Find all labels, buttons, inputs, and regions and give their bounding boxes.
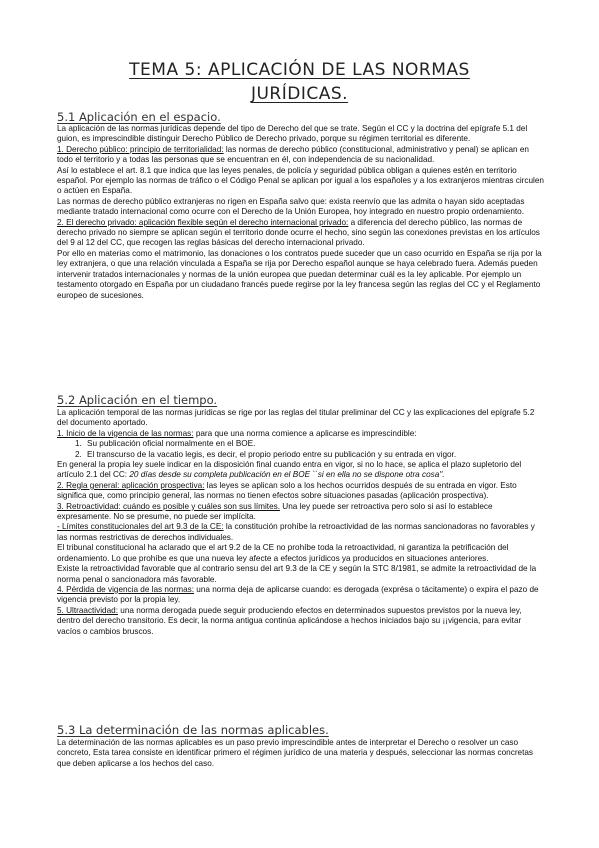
paragraph-text: una norma derogada puede seguir produciendo efectos en determinados supuestos previstos por la nueva ley, dentro del derecho transitorio. Es decir, la norma antigua continúa aplicándose a hechos iniciados bajo su ¡¡vigencia, para evitar vacíos o cambios bruscos.: [57, 605, 522, 636]
section-heading-5-2: 5.2 Aplicación en el tiempo.: [57, 393, 218, 407]
paragraph: La aplicación de las normas jurídicas depende del tipo de Derecho del que se trate. Según el CC y la doctrina del epígrafe 5.1 del guion, es imprescindible distinguir Derecho Público de Derecho privado, porque su régimen territorial es diferente.: [57, 124, 528, 144]
document-title-line2: JURÍDICAS.: [250, 84, 349, 104]
subheading: 2. El derecho privado: aplicación flexible según el derecho internacional privado:: [57, 217, 349, 227]
document-title: TEMA 5: APLICACIÓN DE LAS NORMAS: [129, 60, 470, 80]
list-item: [57, 450, 545, 460]
paragraph-text: una norma deja de aplicarse cuando: es derogada (exprésa o tácitamente) o expira el pazo de vigencia previsto por la propia ley.: [57, 584, 539, 605]
paragraph: El tribunal constitucional ha aclarado que el art 9.2 de la CE no prohíbe toda la retroactividad, ni garantiza la petrificación del ordenamiento. Lo que prohíbe es que una nueva ley afecte a efectos jurídicos ya producidos en situaciones anteriores.: [57, 543, 509, 563]
paragraph: [57, 522, 545, 543]
paragraph: Por ello en materias como el matrimonio, las donaciones o los contratos puede suceder que un caso ocurrido en España se rija por la ley extranjera, o que una relación vinculada a España se rija por Derecho español aunque se haya celebrado fuera. Además pueden intervenir tratados internacionales y normas de la unión europea que puedan determinar cuál es la ley aplicable. Por ejemplo un testamento otorgado en España por un ciudadano francés puede regirse por la ley francesa según las reglas del CC y el Reglamento europeo de sucesiones.: [57, 248, 542, 300]
paragraph-text: a diferencia del derecho público, las normas de derecho privado no siempre se aplican según el territorio donde ocurre el hecho, sino según las conexiones previstas en los artículos del 9 al 12 del CC, que recogen las reglas básicas del derecho internacional privado.: [57, 217, 540, 248]
subheading: 1. Derecho público: principio de territorialidad:: [57, 144, 224, 154]
paragraph: [57, 218, 545, 249]
paragraph: Existe la retroactividad favorable que al contrario sensu del art 9.3 de la CE y según la STC 8/1981, se admite la retroactividad de la norma penal o sancionadora más favorable.: [57, 564, 537, 584]
paragraph: [57, 460, 545, 481]
list-number: 1.: [75, 439, 82, 449]
paragraph-text: las normas de derecho público (constitucional, administrativo y penal) se aplican en todo el territorio y a todas las personas que se encuentran en él, con independencia de su nacionalidad.: [57, 144, 529, 165]
section-body-5-3: [57, 738, 545, 769]
paragraph: [57, 502, 545, 523]
section-body-5-2: [57, 408, 545, 637]
list-number: 2.: [75, 449, 82, 459]
paragraph-text: Una ley puede ser retroactiva pero solo si así lo establece expresamente. No se presume, no puede ser implícita.: [57, 501, 493, 522]
paragraph: Así lo establece el art. 8.1 que indica que las leyes penales, de policía y seguridad pública obligan a quienes estén en territorio español. Por ejemplo las normas de tráfico o el Código Penal se aplican por igual a los españoles y a los extranjeros mientras circulen o actúen en España.: [57, 165, 544, 196]
paragraph: [57, 585, 545, 606]
paragraph: [57, 606, 545, 637]
paragraph-text: la constitución prohíbe la retroactividad de las normas sancionadoras no favorables y las normas restrictivas de derechos individuales.: [57, 522, 535, 542]
paragraph: La determinación de las normas aplicables es un paso previo imprescindible antes de interpretar el Derecho o resolver un caso concreto, Esta tarea consiste en identificar primero el régimen jurídico de una materia y después, seleccionar las normas concretas que deben aplicarse a los hechos del caso.: [57, 738, 534, 768]
subheading: 2. Regla general: aplicación prospectiva:: [57, 480, 205, 490]
list-item: [57, 439, 545, 449]
paragraph-text: las leyes se aplican solo a los hechos ocurridos después de su entrada en vigor. Esto significa que, como principio general, las normas no tienen efectos sobre situaciones pasadas (aplicación prospectiva).: [57, 480, 517, 501]
list-item-text: El transcurso de la vacatio legis, es decir, el propio periodo entre su publicación y su entrada en vigor.: [87, 449, 457, 459]
numbered-list: [57, 439, 545, 460]
subheading: 3. Retroactividad: cuándo es posible y cuáles son sus límites.: [57, 501, 280, 511]
italic-quote: 20 días desde su completa publicación en el BOE ``si en ella no se dispone otra cosa''.: [129, 470, 445, 480]
subheading: 5. Ultraactividad:: [57, 605, 118, 615]
section-heading-5-3: 5.3 La determinación de las normas aplicables.: [57, 723, 329, 737]
paragraph-text: En general la propia ley suele indicar en la disposición final cuando entra en vigor, si no lo hace, se aplica el plazo supletorio del artículo 2.1 del CC:: [57, 460, 522, 480]
paragraph: La aplicación temporal de las normas jurídicas se rige por las reglas del titular preliminar del CC y las explicaciones del epígrafe 5.2 del documento aportado.: [57, 408, 535, 428]
paragraph: [57, 145, 545, 166]
paragraph: [57, 429, 545, 439]
list-item-text: Su publicación oficial normalmente en el BOE.: [87, 439, 256, 449]
subheading: 4. Pérdida de vigencia de las normas:: [57, 584, 194, 594]
paragraph: [57, 481, 545, 502]
subheading: - Límites constitucionales del art 9.3 de la CE:: [57, 522, 224, 532]
section-heading-5-1: 5.1 Aplicación en el espacio.: [57, 110, 221, 124]
subheading: 1. Inicio de la vigencia de las normas:: [57, 428, 194, 438]
section-body-5-1: [57, 124, 545, 301]
paragraph: Las normas de derecho público extranjeras no rigen en España salvo que: exista reenvío que las admita o hayan sido aceptadas mediante tratado internacional como ocurre con el Derecho de la Unión Europea, hoy integrado en nuestro propio ordenamiento.: [57, 196, 525, 217]
paragraph-text: para que una norma comience a aplicarse es imprescindible:: [193, 428, 417, 438]
